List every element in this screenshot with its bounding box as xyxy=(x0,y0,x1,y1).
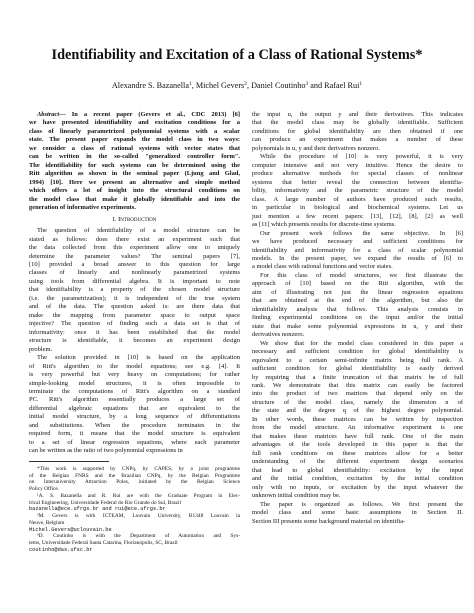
text-line: identifiability and informativity for a class of scalar polynomial xyxy=(252,246,463,254)
text-line: can produce an experiment that makes a number of these xyxy=(252,136,463,144)
text-line: by requiring that a finite truncation of that matrix be of full xyxy=(252,373,463,381)
text-line: differential algebraic equations that are equivalent to the xyxy=(29,404,240,412)
text-line: Neuve, Belgium xyxy=(29,519,65,526)
text-line: models. In the present paper, we expand the results of [6] to xyxy=(252,254,463,262)
text-line: from the model structure. An informative experiment is one xyxy=(252,424,463,432)
text-line: that the model class may be globally identifiable. Sufficient xyxy=(252,119,463,127)
text-line: we have presented identifiability and excitation conditions for a xyxy=(29,119,240,127)
text-line: [10] provided a broad answer to this question for large xyxy=(29,260,240,268)
paragraph xyxy=(29,227,240,354)
author-name: Alexandre S. Bazanella xyxy=(111,81,189,90)
left-column xyxy=(29,111,240,554)
abstract-body xyxy=(29,119,240,212)
text-line: simple-looking model structures, it is often impossible to xyxy=(29,379,240,387)
abstract-first-text: — In a recent paper (Gevers et al., CDC 2013) [6] xyxy=(59,111,240,118)
text-line: that lead to global identifiability: excitation by the input xyxy=(252,466,463,474)
text-line: into the product of two matrices that depend only on the xyxy=(252,390,463,398)
text-line: can be written as the ratio of two polynomial expressions in xyxy=(29,447,183,455)
text-line: just mention a few recent papers: [13], [12], [8], [2] as well xyxy=(252,212,463,220)
text-line: the input u, the output y and their derivatives. This indicates xyxy=(252,111,463,118)
text-line: using tools from differential algebra. It is important to note xyxy=(29,277,240,285)
author-name: , Michel Gevers xyxy=(191,81,245,90)
text-line: classes of linearly and nonlinearly parametrized systems xyxy=(29,269,240,277)
text-line: bility, informativity and the parametric structure of the model xyxy=(252,187,463,195)
text-line: While the procedure of [10] is very powerful, it is very xyxy=(260,153,463,161)
text-line: in particular in biological and biochemical systems. Let us xyxy=(252,204,463,212)
abstract-lead: Abstract xyxy=(37,111,60,118)
text-line: state that make some polynomial expressions in u, y and their xyxy=(252,322,463,330)
text-line: ²M. Gevers is with ICTEAM, Louvain University, B1348 Louvain la xyxy=(37,513,240,519)
text-line: we have produced necessary and sufficient conditions for xyxy=(252,238,463,246)
author-list xyxy=(0,81,474,90)
text-line: full rank conditions on these matrices allow for a better xyxy=(252,449,463,457)
text-line: the model class that make it globally identifiable and into the xyxy=(29,195,240,203)
text-line: advantages of the tools developed in this paper is that the xyxy=(252,441,463,449)
text-line: class. A large number of authors have produced such results, xyxy=(252,195,463,203)
text-line: class of linearly parametrized polynomial systems with a scalar xyxy=(29,127,240,135)
text-line: The identifiability for such systems can be determined using the xyxy=(29,161,240,169)
text-line: informativity: once it has been established that the model xyxy=(29,328,240,336)
paragraph xyxy=(252,340,463,501)
paragraph xyxy=(252,230,463,272)
text-line: determine the parameter values? The seminal papers [7], xyxy=(29,252,240,260)
text-line: rank. We demonstrate that this matrix can easily be factored xyxy=(252,382,463,389)
text-line: make the mapping from parameter space to output space xyxy=(29,311,240,319)
abstract-line xyxy=(29,111,240,119)
paragraph xyxy=(29,354,240,456)
text-line: stated as follows: does there exist an experiment such that xyxy=(29,235,240,243)
email-line xyxy=(29,547,240,554)
text-line: PC. Ritt's algorithm essentially produces a large set of xyxy=(29,396,240,404)
text-line: structure of the model class, namely the dimension n of xyxy=(252,398,463,406)
footnote xyxy=(29,533,240,553)
text-line: injective? The question of finding such a data set is that of xyxy=(29,320,240,328)
text-line: a model class with rational functions and vector states. xyxy=(252,263,393,271)
text-line: that makes these matrices have full rank. One of the main xyxy=(252,432,463,440)
text-line: problem. xyxy=(29,345,53,353)
text-line: of Ritt's algorithm to the model equations; see e.g. [4]. It xyxy=(29,362,240,370)
text-line: approach of [10] based on the Ritt algorithm, with the xyxy=(252,280,463,288)
text-line: (i.e. the parametrization); it is independent of the true system xyxy=(29,294,240,302)
text-line: For this class of model structures, we first illustrate the xyxy=(260,271,463,279)
text-line: and of the data. The question asked is: are there data that xyxy=(29,303,240,311)
text-line: derivatives nonzero. xyxy=(252,331,305,339)
abstract xyxy=(29,111,240,213)
author-name: and Rafael Rui xyxy=(308,81,360,90)
text-line: necessary and sufficient condition for global identifiability is xyxy=(252,348,463,356)
paragraph xyxy=(252,153,463,229)
affiliation-mark: 3 xyxy=(305,81,309,87)
footnote xyxy=(29,466,240,493)
text-line: initial model structure, by a long sequence of differentiations xyxy=(29,413,240,421)
paragraph xyxy=(252,111,463,153)
affiliation-mark: 1 xyxy=(359,81,363,87)
text-line: Ritt algorithm as shown in the seminal paper (Ljung and Glad, xyxy=(29,170,240,178)
text-line: The solution provided in [10] is based on the application xyxy=(37,354,240,362)
right-text xyxy=(252,111,463,526)
text-line: In other words, these matrices can be written by inspection xyxy=(252,415,463,423)
text-line: conditions for global identifiability are then obtained if one xyxy=(252,127,463,135)
footnote-rule xyxy=(29,461,109,462)
email-line xyxy=(29,506,240,513)
text-line: is very powerful but very heavy on computations; for rather xyxy=(29,371,240,379)
text-line: which offers a lot of insight into the structural conditions on xyxy=(29,187,240,195)
author-email[interactable]: bazanella@ece.ufrgs.br and rui@ece.ufrgs.br xyxy=(29,506,166,513)
text-line: ¹A. S. Bazanella and R. Rui are with the Graduate Program in Elec- xyxy=(37,492,240,499)
text-line: sufficient condition for global identifiability is easily derived xyxy=(252,365,463,373)
text-line: finding experimental conditions on the input and/or the initial xyxy=(252,314,463,322)
author-email[interactable]: Michel.Gevers@uclouvain.be xyxy=(29,526,112,533)
paper-title: Identifiability and Excitation of a Class of Rational Systems* xyxy=(51,47,423,63)
text-line: generation of informative experiments. xyxy=(29,204,136,212)
text-line: ³D. Coutinho is with the Department of Automation and Sys- xyxy=(37,533,240,540)
text-line: that identifiability is a property of the chosen model structure xyxy=(29,286,240,294)
text-line: terminate the computations of Ritt's algorithm on a standard xyxy=(29,388,240,395)
text-line: trical Engineering, Universidade Federal do Rio Grande do Sul, Brazil xyxy=(29,499,181,506)
paragraph xyxy=(252,501,463,526)
text-line: only with no inputs, or excitation by the input whatever the xyxy=(252,483,463,491)
text-line: Section III presents some background material on identifia- xyxy=(252,517,406,525)
text-line: structure is identifiable, it becomes an experiment design xyxy=(29,337,240,345)
text-line: to a set of linear regression equations, where each parameter xyxy=(29,438,240,446)
text-line: tems, Universidade Federal Santa Catarina, Florianópolis, SC, Brazil xyxy=(29,540,178,546)
text-line: understanding of the different experiment design scenarios xyxy=(252,458,463,466)
footnotes xyxy=(29,466,240,554)
section-heading: I. Introduction xyxy=(112,215,157,223)
text-line: the state and the degree q of the highest degree polynomial. xyxy=(252,407,463,415)
text-line: We show that for the model class considered in this paper a xyxy=(260,339,463,347)
text-line: The paper is organized as follows. We first present the xyxy=(260,500,463,508)
text-line: unknown initial condition may be. xyxy=(252,492,341,500)
text-line: of the Belgian FNRS and the Brazilian CNPq, by the Belgian Programme xyxy=(29,472,240,479)
text-line: 1994) [10]. Here we present an alternative and simple method xyxy=(29,178,240,186)
author-email[interactable]: coutinho@das.ufsc.br xyxy=(29,546,93,553)
text-line: Policy Office. xyxy=(29,486,60,492)
footnote xyxy=(29,493,240,513)
text-line: aim of illustrating not just the linear regression equations xyxy=(252,288,463,296)
text-line: as [11] which presents results for discrete-time systems. xyxy=(252,221,396,229)
text-line: required form, it means that the model structure is equivalent xyxy=(29,430,240,438)
intro-text xyxy=(29,227,240,456)
footnote xyxy=(29,513,240,533)
paragraph xyxy=(252,272,463,340)
text-line: polynomials in u, y and their derivatives nonzero. xyxy=(252,144,380,152)
text-line: we consider a class of rational systems with vector states that xyxy=(29,144,240,152)
text-line: state. The present paper expands the model class in two ways: xyxy=(29,136,240,144)
text-line: equivalent to a certain semi-infinite matrix being full rank. A xyxy=(252,356,463,364)
text-line: produce alternative methods for special classes of nonlinear xyxy=(252,170,463,178)
affiliation-mark: 1 xyxy=(188,81,192,87)
text-line: and the initial condition, excitation by the initial condition xyxy=(252,475,463,483)
affiliation-mark: 2 xyxy=(244,81,247,87)
text-line: that are obtained at the end of the algorithm, but also the xyxy=(252,297,463,305)
text-line: can be written in the so-called "generalized controller form". xyxy=(29,153,240,161)
text-line: The question of identifiability of a model structure can be xyxy=(37,227,240,235)
author-name: , Daniel Coutinho xyxy=(247,81,306,90)
text-line: identifiability analysis that follows. This analysis consists in xyxy=(252,305,463,313)
text-line: systems that better reveal the connection between identifia- xyxy=(252,178,463,186)
text-line: computer intensive and not very intuitive. Hence the desire to xyxy=(252,161,463,169)
text-line: on Interuniversity Attraction Poles, initiated by the Belgian Science xyxy=(29,479,240,486)
text-line: and substitutions. When the procedure terminates in the xyxy=(29,421,240,429)
right-column xyxy=(252,111,463,526)
text-line: *This work is supported by CNPq, by CAPES, by a joint programme xyxy=(37,465,240,472)
text-line: model class and some basic assumptions in Section II. xyxy=(252,509,463,517)
text-line: the data collected from this experiment allow one to uniquely xyxy=(29,244,240,252)
text-line: Our present work follows the same objective. In [6] xyxy=(260,229,463,237)
